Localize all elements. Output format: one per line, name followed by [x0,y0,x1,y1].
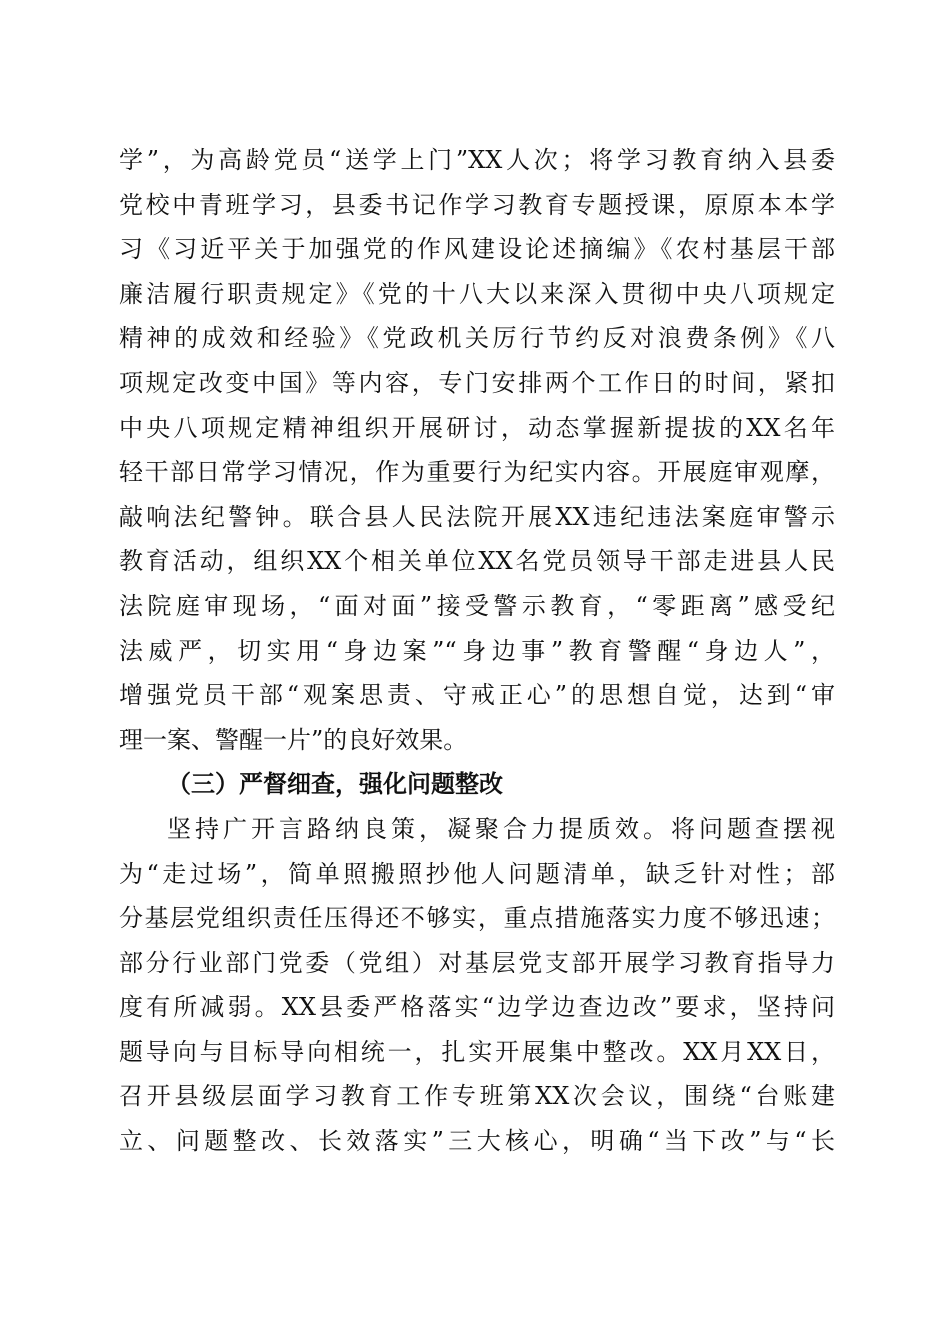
text-line: 坚持广开言路纳良策，凝聚合力提质效。将问题查摆视 [167,814,835,843]
text-line: 教育活动，组织XX个相关单位XX名党员领导干部走进县人民 [119,547,835,576]
text-line: 部分行业部门党委（党组）对基层党支部开展学习教育指导力 [119,948,835,977]
text-line: 理一案、警醒一片”的良好效果。 [119,725,468,754]
text-line: 项规定改变中国》等内容，专门安排两个工作日的时间，紧扣 [119,368,835,397]
text-line: 法院庭审现场，“面对面”接受警示教育，“零距离”感受纪 [119,591,835,620]
paragraph-continuation [119,138,835,762]
text-line: 分基层党组织责任压得还不够实，重点措施落实力度不够迅速； [119,904,835,933]
text-line: 法威严，切实用“身边案”“身边事”教育警醒“身边人”， [119,636,835,665]
document-body [119,138,835,1164]
text-line: 增强党员干部“观案思责、守戒正心”的思想自觉，达到“审 [119,681,835,710]
text-line: 题导向与目标导向相统一，扎实开展集中整改。XX月XX日， [119,1037,835,1066]
text-line: 中央八项规定精神组织开展研讨，动态掌握新提拔的XX名年 [119,413,835,442]
text-line: 召开县级层面学习教育工作专班第XX次会议，围绕“台账建 [119,1082,835,1111]
text-line: 学”，为高龄党员“送学上门”XX人次；将学习教育纳入县委 [119,146,835,174]
text-line: 为“走过场”，简单照搬照抄他人问题清单，缺乏针对性；部 [119,859,835,888]
section-heading: （三）严督细查，强化问题整改 [167,769,503,799]
text-line: 廉洁履行职责规定》《党的十八大以来深入贯彻中央八项规定 [119,279,835,308]
text-line: 轻干部日常学习情况，作为重要行为纪实内容。开展庭审观摩， [119,458,835,487]
text-line: 党校中青班学习，县委书记作学习教育专题授课，原原本本学 [119,190,835,219]
text-line: 敲响法纪警钟。联合县人民法院开展XX违纪违法案庭审警示 [119,502,835,531]
text-line: 立、问题整改、长效落实”三大核心，明确“当下改”与“长 [119,1127,835,1156]
text-line: 习《习近平关于加强党的作风建设论述摘编》《农村基层干部 [119,235,835,264]
paragraph-body [119,807,835,1164]
text-line: 精神的成效和经验》《党政机关厉行节约反对浪费条例》《八 [119,324,835,353]
text-line: 度有所减弱。XX县委严格落实“边学边查边改”要求，坚持问 [119,993,835,1022]
